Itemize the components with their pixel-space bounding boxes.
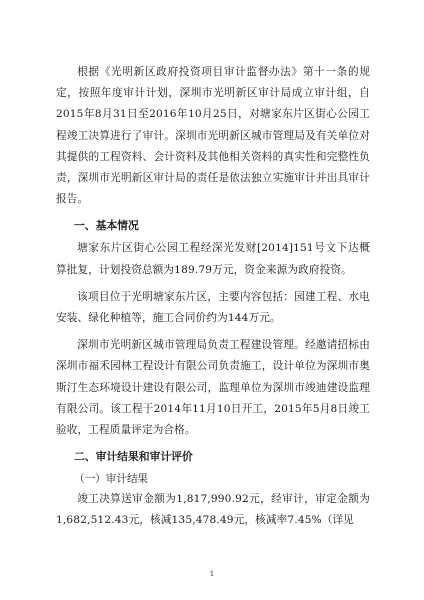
intro-paragraph: 根据《光明新区政府投资项目审计监督办法》第十一条的规定，按照年度审计计划，深圳市光明新区审计局成立审计组，自2015年8月31日至2016年10月25日，对塘家东片区街心公园工程竣工决算进行了审计。深圳市光明新区城市管理局及有关单位对其提供的工程资料、会计资料及其他相关资料的真实性和完整性负责，深圳市光明新区审计局的责任是依法独立实施审计并出具审计报告。 (56, 66, 370, 206)
section-heading-audit-results: 二、审计结果和审计评价 (74, 450, 193, 464)
section-heading-basic-info: 一、基本情况 (74, 219, 139, 233)
audit-results-paragraph: 竣工决算送审金额为1,817,990.92元，经审计，审定金额为1,682,512.43元，核减135,478.49元，核减率7.45%（详见 (56, 493, 370, 527)
subheading-audit-results: （一）审计结果 (74, 473, 149, 486)
page-number: 1 (209, 570, 215, 578)
basic-info-paragraph-2: 该项目位于光明塘家东片区，主要内容包括：园建工程、水电安装、绿化种植等，施工合同价约为144万元。 (56, 290, 370, 325)
basic-info-paragraph-3: 深圳市光明新区城市管理局负责工程建设管理。经邀请招标由深圳市福禾园林工程设计有限公司负责施工，设计单位为深圳市奥斯汀生态环境设计建设有限公司，监理单位为深圳市竣迪建设监理有限公司。该工程于2014年11月10日开工，2015年5月8日竣工验收，工程质量评定为合格。 (56, 339, 370, 437)
basic-info-paragraph-1: 塘家东片区街心公园工程经深光发财[2014]151号文下达概算批复，计划投资总额为189.79万元，资金来源为政府投资。 (56, 242, 370, 276)
